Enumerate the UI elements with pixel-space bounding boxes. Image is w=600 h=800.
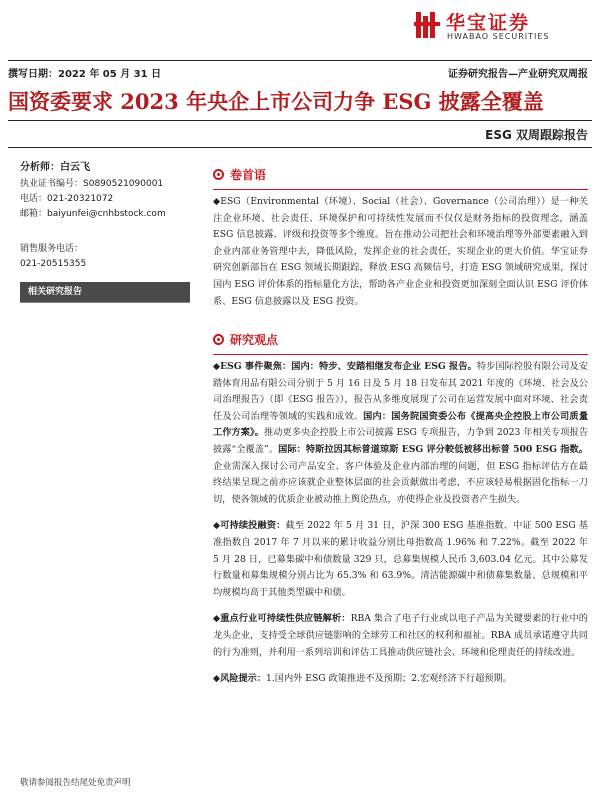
analyst-email: 邮箱：baiyunfei@cnhbstock.com: [20, 209, 166, 219]
supply-chain-text: RBA 集合了电子行业或以电子产品为关键要素的行业中的龙头企业，支持受全球供应链影响的全球劳工和社区的权利和福祉。RBA 成员承诺遵守共同的行为准则，并利用一系列培训和评估工具推动供应链社会、环境和伦理责任的持续改进。: [213, 613, 588, 658]
analyst-name: 分析师：白云飞: [20, 162, 90, 173]
risk-text: 1.国内外 ESG 政策推进不及预期；2.宏观经济下行超预期。: [266, 673, 512, 685]
report-date: 撰写日期：2022 年 05 月 31 日: [8, 69, 162, 80]
left-divider: [20, 302, 190, 303]
research-heading: [213, 331, 588, 348]
risk-lead: ◆风险提示：: [213, 673, 267, 685]
report-category: 证券研究报告—产业研究双周报: [448, 69, 588, 80]
report-title: 国资委要求 2023 年央企上市公司力争 ESG 披露全覆盖: [8, 89, 544, 114]
analyst-license: 执业证书编号：S0890521090001: [20, 179, 164, 189]
tesla-text: 企业需深入探讨公司产品安全、客户体验及企业内部治理的问题，但 ESG 指标评估方在最终结果呈现之前亦应该就企业整体层面的社会贡献做出考虑，不应该轻易根据固化指标一刀切，使各领域的优质企业被动推上舆论热点，亦使得企业及投资者产生损失。: [213, 460, 588, 505]
research-rule: [213, 354, 588, 355]
header-divider: [8, 60, 592, 61]
title-divider: [8, 120, 592, 121]
supply-chain-paragraph: [213, 611, 588, 661]
logo-text-en: HWABAO SECURITIES: [447, 32, 550, 41]
research-heading-text: 研究观点: [230, 333, 279, 347]
company-logo: [412, 8, 587, 46]
tesla-lead: 国际：特斯拉因其标普道琼斯 ESG 评分較低被移出标普 500 ESG 指数。: [278, 443, 588, 455]
target-icon: [213, 334, 224, 345]
esg-events-paragraph: [213, 359, 588, 508]
esg-events-text-a: 特步国际控股有限公司及安踏体育用品有限公司分别于 5 月 16 日及 5 月 18 日发布其 2021 年度的《环境、社会及公司治理报告》（即《ESG 报告》），报告从多维度展现了公司在运营发展中面对环境、社会责任及公司治理等领域的实践和成效。: [213, 361, 588, 422]
research-section: [213, 331, 588, 688]
report-subtitle: ESG 双周跟踪报告: [485, 128, 588, 142]
sasac-text: 推动更多央企控股上市公司披露 ESG 专项报告，力争到 2023 年相关专项报告披露“全覆盖”。: [213, 427, 589, 455]
sustainable-finance-paragraph: [213, 518, 588, 601]
esg-events-lead: ◆ESG 事件聚焦：国内：特步、安踏相继发布企业 ESG 报告。: [213, 361, 477, 372]
hwabao-logo-icon: [412, 10, 442, 40]
analyst-panel: [20, 158, 190, 302]
supply-chain-lead: ◆重点行业可持续性供应链解析：: [213, 613, 351, 625]
related-reports-header: 相关研究报告: [20, 282, 190, 302]
intro-heading: [213, 166, 588, 183]
risk-paragraph: [213, 671, 588, 688]
sustainable-finance-text: 截至 2022 年 5 月 31 日，沪深 300 ESG 基准指数、中证 500 ESG 基准指数自 2017 年 7 月以来的累计收益分别比母指数高 1.96% 和 7.22%。截至 2022 年 5 月 28 日，已募集碳中和债数量 329 只，总募集规模人民币 3,603.04 亿元。其中公募发行数量和募集规模分别占比为 65.3% 和 63.9%。清洁能源碳中和债募集数量、总规模和平均规模均高于其他类型碳中和债。: [213, 520, 588, 598]
sales-phone: 021-20515355: [20, 259, 87, 269]
target-icon: [213, 169, 224, 180]
intro-section: [213, 166, 588, 310]
sustainable-finance-lead: ◆可持续投融资：: [213, 520, 286, 532]
logo-text-cn: 华宝证券: [446, 12, 531, 34]
intro-paragraph: ◆ESG（Environmental（环境）、Social（社会）、Governance（公司治理））是一种关注企业环境、社会责任、环境保护和可持续性发展而不仅仅是财务指标的投资理念，涵盖 ESG 信息披露、评级和投资等多个维度。旨在推动公司把社会和环境治理等外部要素融入到企业内部业务管理中去，降低风险，发挥企业的社会责任，实现企业的更大价值。华宝证券研究创新部旨在 ESG 领域长期跟踪，释放 ESG 高频信号，打造 ESG 领域研究成果，探讨国内 ESG 评价体系的指标量化方法，帮助各产业企业和投资更加深刻全面认识 ESG 评价体系、ESG 信息披露以及 ESG 投资。: [213, 196, 588, 307]
sasac-lead: 国内：国务院国资委公布《提高央企控股上市公司质量工作方案》。: [213, 410, 589, 439]
intro-rule: [213, 189, 588, 190]
analyst-phone: 电话：021-20321072: [20, 194, 114, 204]
subtitle-divider: [8, 147, 592, 148]
disclaimer-footer: 敬请参阅报告结尾处免责声明: [20, 778, 131, 788]
sales-label: 销售服务电话：: [20, 244, 84, 254]
intro-heading-text: 卷首语: [230, 168, 267, 182]
